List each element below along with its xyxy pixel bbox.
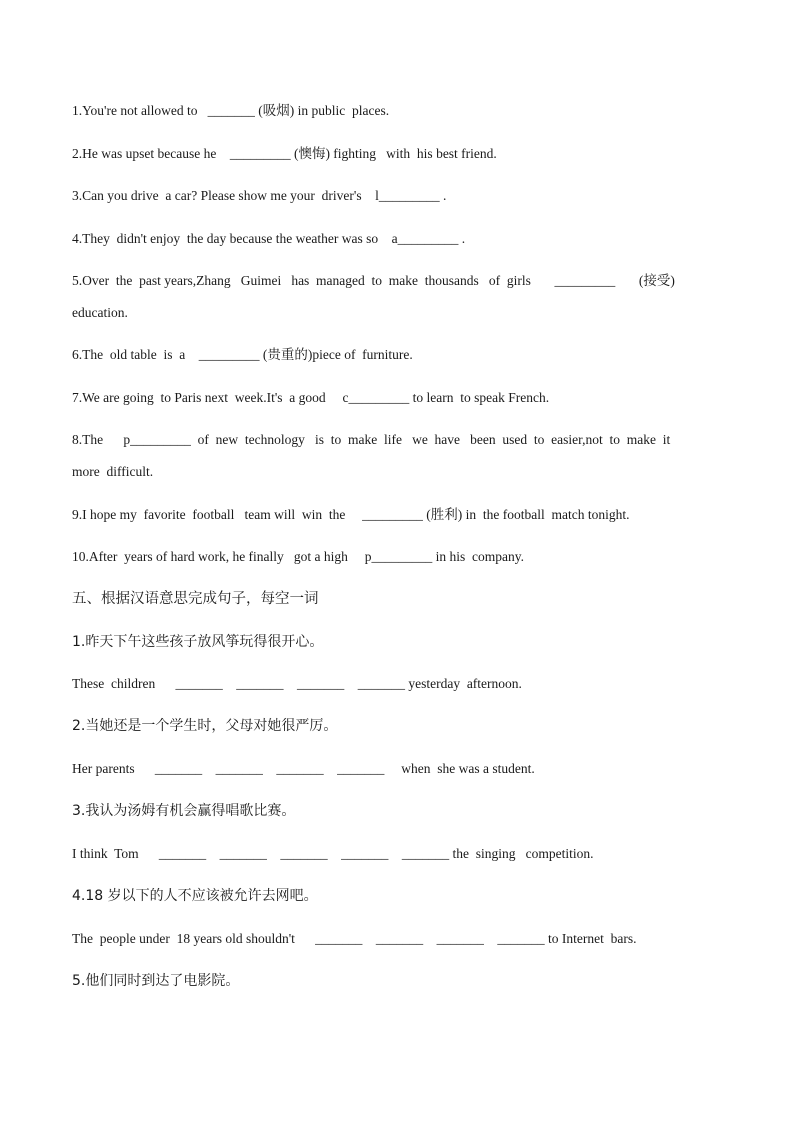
section-5-heading: 五、根据汉语意思完成句子，每空一词 [72,591,319,607]
question-5-line-2: education. [72,305,128,320]
sentence-2-english: Her parents _______ _______ _______ _______ when she was a student. [72,761,535,776]
sentence-3-english: I think Tom _______ _______ _______ _______ _______ the singing competition. [72,846,594,861]
sentence-2-chinese: 2.当她还是一个学生时，父母对她很严厉。 [72,718,338,734]
question-8-line-1: 8.The p_________ of new technology is to make life we have been used to easier,not to make it [72,432,671,447]
question-7: 7.We are going to Paris next week.It's a good c_________ to learn to speak French. [72,390,550,405]
sentence-3-chinese: 3.我认为汤姆有机会赢得唱歌比赛。 [72,803,296,819]
sentence-1-chinese: 1.昨天下午这些孩子放风筝玩得很开心。 [72,634,324,650]
sentence-4-chinese: 4.18 岁以下的人不应该被允许去网吧。 [72,888,318,904]
question-6: 6.The old table is a _________ (贵重的)piece of furniture. [72,347,413,362]
question-3: 3.Can you drive a car? Please show me your driver's l_________ . [72,188,447,203]
question-1: 1.You're not allowed to _______ (吸烟) in public places. [72,103,390,118]
question-5-line-1: 5.Over the past years,Zhang Guimei has managed to make thousands of girls _________ (接受) [72,273,675,288]
question-9: 9.I hope my favorite football team will win the _________ (胜利) in the football match tonight. [72,507,630,522]
sentence-4-english: The people under 18 years old shouldn't _______ _______ _______ _______ to Internet bars. [72,931,637,946]
question-8-line-2: more difficult. [72,464,154,479]
sentence-1-english: These children _______ _______ _______ _______ yesterday afternoon. [72,676,522,691]
question-4: 4.They didn't enjoy the day because the weather was so a_________ . [72,231,466,246]
question-2: 2.He was upset because he _________ (懊悔) fighting with his best friend. [72,146,497,161]
sentence-5-chinese: 5.他们同时到达了电影院。 [72,973,240,989]
question-10: 10.After years of hard work, he finally got a high p_________ in his company. [72,549,525,564]
